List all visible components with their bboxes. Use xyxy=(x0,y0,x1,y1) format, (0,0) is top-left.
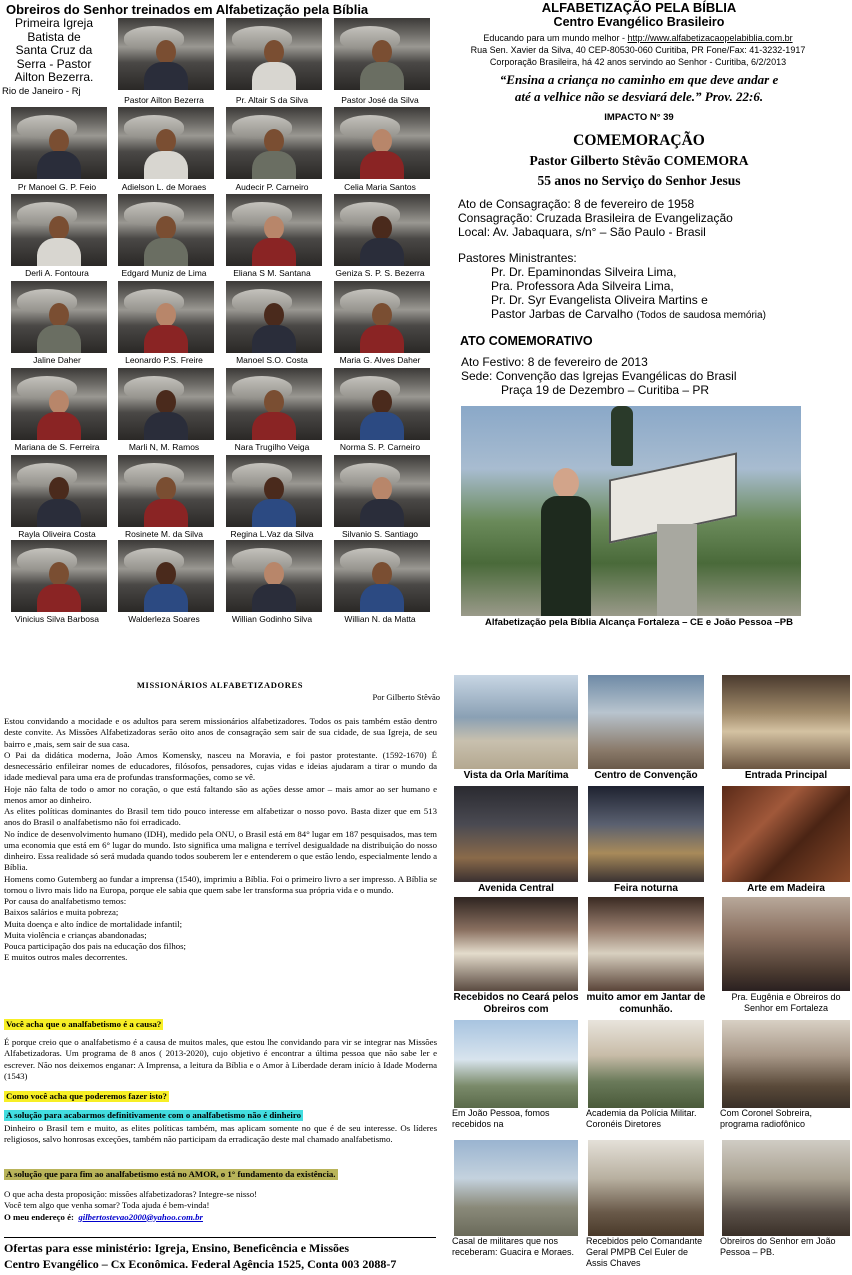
worker-name: Norma S. P. Carneiro xyxy=(339,442,421,452)
worker-name: Marli N, M. Ramos xyxy=(128,442,200,452)
ato-heading: ATO COMEMORATIVO xyxy=(460,334,593,348)
worker-photo xyxy=(118,18,214,90)
comem-line: 55 anos no Serviço do Senhor Jesus xyxy=(537,173,741,188)
ato-info xyxy=(461,355,737,397)
gallery-caption: Pra. Eugênia e Obreiros do Senhor em Fortaleza xyxy=(731,992,841,1013)
worker-name: Jaline Daher xyxy=(33,355,81,365)
worker-photo xyxy=(118,455,214,527)
church-info xyxy=(2,17,106,98)
closing-line: Você tem algo que venha somar? Toda ajuda é bem-vinda! xyxy=(4,1200,210,1211)
church-line: Primeira Igreja xyxy=(14,16,94,30)
worker-name: Manoel S.O. Costa xyxy=(236,355,308,365)
worker-name: Maria G. Alves Daher xyxy=(339,355,421,365)
worker-photo xyxy=(226,540,322,612)
ato-line: Ato Festivo: 8 de fevereiro de 2013 xyxy=(461,355,648,369)
worker-photo xyxy=(118,281,214,353)
workers-title: Obreiros do Senhor treinados em Alfabetização pela Bíblia xyxy=(6,2,369,17)
church-line: Serra - Pastor xyxy=(16,56,92,71)
closing-line: O que acha desta proposição: missões alfabetizadoras? Integre-se nisso! xyxy=(4,1189,258,1199)
worker-photo xyxy=(334,368,430,440)
minister-last xyxy=(458,307,766,323)
highlight-question: A solução que para fim ao analfabetismo está no AMOR, o 1° fundamento da existência. xyxy=(6,1169,336,1179)
question-3 xyxy=(4,1110,437,1121)
worker-name: Eliana S M. Santana xyxy=(233,268,311,278)
cause-item: E muitos outros males decorrentes. xyxy=(4,952,128,963)
comem-title: COMEMORAÇÃO xyxy=(573,132,705,149)
ministers-label: Pastores Ministrantes: xyxy=(458,251,577,265)
worker-name: Willian N. da Matta xyxy=(344,614,416,624)
worker-name: Edgard Muniz de Lima xyxy=(121,268,207,278)
ministers-list xyxy=(458,251,766,323)
gallery-caption: Casal de militares que nos receberam: Guacira e Moraes. xyxy=(452,1236,575,1257)
cause-item: Muita violência e crianças abandonadas; xyxy=(4,929,147,940)
cause-item: Pouca participação dos pais na educação dos filhos; xyxy=(4,941,186,951)
consecration-info xyxy=(458,197,733,239)
worker-name: Mariana de S. Ferreira xyxy=(14,442,100,452)
article-paragraph: Estou convidando a mocidade e os adultos para serem missionários alfabetizadores. Todos os pais também estão dentro deste convite. As Missões Alfabetizadoras serão oito anos de consagração sem sair de sua cidade, de sua Igreja, de seu bairro e ,mais, sem sair de sua casa. xyxy=(4,716,437,749)
article-paragraph: As elites políticas dominantes do Brasil tem tido pouco interesse em alfabetizar o nosso povo. Basta dizer que em 513 anos do Brasil o analfabetismo não foi erradicado. xyxy=(4,806,437,828)
worker-name: Pastor Ailton Bezerra xyxy=(124,95,204,105)
worker-photo xyxy=(11,194,107,266)
minister: Pr. Dr. Syr Evangelista Oliveira Martins e xyxy=(491,293,708,307)
ato-place: Praça 19 de Dezembro – Curitiba – PR xyxy=(501,383,710,397)
gallery-caption: Avenida Central xyxy=(478,883,554,894)
gallery-photo xyxy=(454,1140,578,1236)
offers xyxy=(4,1240,444,1272)
minister: Pastor Jarbas de Carvalho xyxy=(491,307,637,321)
minister: Pra. Professora Ada Silveira Lima, xyxy=(491,279,674,293)
worker-name: Pr Manoel G. P. Feio xyxy=(17,182,97,192)
article-title: MISSIONÁRIOS ALFABETIZADORES xyxy=(136,680,304,690)
gallery-caption: Feira noturna xyxy=(614,883,678,894)
email-link[interactable]: gilbertostevao2000@yahoo.com.br xyxy=(78,1211,203,1222)
worker-photo xyxy=(11,455,107,527)
worker-photo xyxy=(226,368,322,440)
org-contact xyxy=(428,32,848,68)
worker-name: Rosinete M. da Silva xyxy=(125,529,203,539)
gallery-photo xyxy=(722,1020,850,1108)
cause-item: Muita doença e alto índice de mortalidade infantil; xyxy=(4,918,183,929)
consecration-line: Local: Av. Jabaquara, s/n° – São Paulo - Brasil xyxy=(458,225,706,239)
worker-photo xyxy=(334,107,430,179)
worker-photo xyxy=(118,107,214,179)
worker-name: Rayla Oliveira Costa xyxy=(18,529,96,539)
consecration-line: Consagração: Cruzada Brasileira de Evangelização xyxy=(458,211,733,225)
article-byline: Por Gilberto Stêvão xyxy=(372,692,440,702)
church-line: Santa Cruz da xyxy=(15,43,93,57)
answer-3 xyxy=(4,1123,437,1146)
gallery-caption: Centro de Convenção xyxy=(594,770,698,781)
question-4 xyxy=(4,1169,437,1180)
corporation-line: Corporação Brasileira, há 42 anos servindo ao Senhor - Curitiba, 6/2/2013 xyxy=(489,57,787,67)
gallery-caption: Obreiros do Senhor em João Pessoa – PB. xyxy=(720,1236,836,1257)
issue-number: IMPACTO N° 39 xyxy=(604,112,674,123)
gallery-photo xyxy=(454,675,578,769)
article-paragraph: O Pai da didática moderna, João Amos Komensky, nasceu na Moravia, e foi pastor protestante. (1592-1670) É desnecessário enfileirar nomes de educadores, filósofos, pensadores, cujas vidas e ideias ajudaram a tirar o mundo da idade medieval para uma era de profundas transformações, como se vê. xyxy=(4,749,437,783)
question-1 xyxy=(4,1019,437,1030)
cause-item: Baixos salários e muita pobreza; xyxy=(4,907,119,918)
verse-line: “Ensina a criança no caminho em que deve andar e xyxy=(499,72,779,87)
consecration-line: Ato de Consagração: 8 de fevereiro de 1958 xyxy=(458,197,695,211)
commemoration-heading xyxy=(430,131,848,191)
article-paragraph: É porque creio que o analfabetismo é a causa de muitos males, que estou lhe convidando para vir se integrar nas Missões Alfabetizadoras. Um programa de 8 anos ( 2013-2020), cujo objetivo é encontrar a última pessoa que não sabe ler e escrever. Não nos deixemos enganar: A Imprensa, a leitura da Bíblia e o Amor à Liberdade deram início à Idade Moderna (1543) xyxy=(4,1037,437,1081)
motto: Educando para um mundo melhor - xyxy=(483,33,628,43)
highlight-question: A solução para acabarmos definitivamente com o analfabetismo não é dinheiro xyxy=(6,1110,302,1120)
gallery-caption: Academia da Polícia Militar. Coronéis Diretores xyxy=(586,1108,697,1129)
article-paragraph: Homens como Gutemberg ao fundar a imprensa (1540), imprimiu a Bíblia. Foi o primeiro livro a ser impresso. A Bíblia se tornou o livro mais lido na Europa, porque ele sabia que quem sabe ler transforma sua própria vida e o mundo. xyxy=(4,873,437,895)
article-body xyxy=(4,716,437,964)
article-paragraph: Dinheiro o Brasil tem e muito, as elites políticas também, mas aplicam somente no que é de seu interesse. Os líderes religiosos, salvo honrosas exceções, também não participam da erradicação deste mal chamado analfabetismo. xyxy=(4,1123,437,1145)
worker-photo xyxy=(118,194,214,266)
question-2 xyxy=(4,1091,437,1102)
worker-photo xyxy=(334,194,430,266)
offers-line: Ofertas para esse ministério: Igreja, Ensino, Beneficência e Missões xyxy=(4,1241,350,1255)
worker-photo xyxy=(226,18,322,90)
gallery-photo xyxy=(722,786,850,882)
gallery-caption: Recebidos pelo Comandante Geral PMPB Cel Euler de Assis Chaves xyxy=(586,1236,703,1268)
email-line xyxy=(4,1212,437,1223)
gallery-caption: Arte em Madeira xyxy=(747,883,825,894)
worker-photo xyxy=(334,540,430,612)
worker-photo xyxy=(226,281,322,353)
gallery-photo xyxy=(588,675,704,769)
comem-line: Pastor Gilberto Stêvão COMEMORA xyxy=(529,153,749,168)
causes-intro: Por causa do analfabetismo temos: xyxy=(4,896,127,906)
divider xyxy=(4,1237,436,1238)
gallery-caption: Entrada Principal xyxy=(744,770,828,781)
worker-photo xyxy=(334,455,430,527)
gallery-photo xyxy=(454,786,578,882)
worker-name: Audecir P. Carneiro xyxy=(235,182,309,192)
worker-photo xyxy=(334,18,430,90)
worker-photo xyxy=(226,194,322,266)
gallery-caption: Com Coronel Sobreira, programa radiofônico xyxy=(720,1108,813,1129)
commemoration-photo xyxy=(461,406,801,616)
bible-verse xyxy=(430,71,848,105)
worker-name: Regina L.Vaz da Silva xyxy=(230,529,314,539)
worker-name: Nara Trugilho Veiga xyxy=(234,442,310,452)
worker-photo xyxy=(11,368,107,440)
answer-1 xyxy=(4,1037,437,1082)
org-title: ALFABETIZAÇÃO PELA BÍBLIA xyxy=(541,0,737,15)
gallery-photo xyxy=(588,1020,704,1108)
minister-note: (Todos de saudosa memória) xyxy=(636,310,766,321)
gallery-photo xyxy=(722,897,850,991)
worker-name: Pastor José da Silva xyxy=(341,95,419,105)
church-location: Rio de Janeiro - Rj xyxy=(2,85,81,97)
worker-name: Vinicius Silva Barbosa xyxy=(15,614,99,624)
worker-name: Leonardo P.S. Freire xyxy=(125,355,203,365)
gallery-photo xyxy=(588,1140,704,1236)
worker-photo xyxy=(11,540,107,612)
commemoration-photo-caption: Alfabetização pela Bíblia Alcança Fortaleza – CE e João Pessoa –PB xyxy=(485,617,793,628)
worker-photo xyxy=(226,107,322,179)
article-paragraph: Hoje não falta de todo o amor no coração, o que está faltando são as ações desse amor – mais amor ao ser humano e menos amor ao dinheiro. xyxy=(4,783,437,805)
gallery-photo xyxy=(454,1020,578,1108)
verse-line: até a velhice não se desviará dele.” Prov. 22:6. xyxy=(514,89,764,104)
article-paragraph: No índice de desenvolvimento humano (IDH), medido pela ONU, o Brasil está em 84° lugar em 187 pesquisados, mas tem uma economia que está em 6° lugar do mundo. Isto significa uma maligna e terrível desigualdade na distribuição do nosso dinheiro. Essa realidade só será mudada quando todos souberem ler e entenderem o que estão lendo, especialmente lendo a Bíblia. xyxy=(4,828,438,873)
closing xyxy=(4,1189,437,1223)
offers-line: Centro Evangélico – Cx Econômica. Federal Agência 1525, Conta 003 2088-7 xyxy=(4,1257,397,1271)
gallery-caption: muito amor em Jantar de comunhão. xyxy=(586,992,706,1015)
email-label: O meu endereço é: xyxy=(4,1211,74,1222)
worker-photo xyxy=(226,455,322,527)
worker-photo xyxy=(334,281,430,353)
ato-line: Sede: Convenção das Igrejas Evangélicas do Brasil xyxy=(461,369,737,383)
worker-name: Derli A. Fontoura xyxy=(25,268,89,278)
org-subtitle: Centro Evangélico Brasileiro xyxy=(553,15,725,29)
gallery-photo xyxy=(588,786,704,882)
worker-photo xyxy=(118,368,214,440)
church-line: Batista de xyxy=(27,29,81,44)
highlight-question: Você acha que o analfabetismo é a causa? xyxy=(6,1019,162,1029)
gallery-caption: Em João Pessoa, fomos recebidos na xyxy=(452,1108,550,1129)
gallery-photo xyxy=(588,897,704,991)
worker-name: Walderleza Soares xyxy=(128,614,200,624)
worker-photo xyxy=(118,540,214,612)
church-line: Ailton Bezerra. xyxy=(14,70,94,84)
website-link[interactable]: http://www.alfabetizacaopelabiblia.com.br xyxy=(627,33,793,43)
gallery-photo xyxy=(722,675,850,769)
gallery-photo xyxy=(454,897,578,991)
worker-name: Celia Maria Santos xyxy=(344,182,416,192)
minister: Pr. Dr. Epaminondas Silveira Lima, xyxy=(491,265,677,279)
gallery-caption: Recebidos no Ceará pelos Obreiros com xyxy=(453,992,579,1015)
highlight-question: Como você acha que poderemos fazer isto? xyxy=(6,1091,167,1101)
worker-name: Silvanio S. Santiago xyxy=(341,529,419,539)
worker-photo xyxy=(11,281,107,353)
address: Rua Sen. Xavier da Silva, 40 CEP-80530-060 Curitiba, PR Fone/Fax: 41-3232-1917 xyxy=(470,45,806,55)
worker-name: Adielson L. de Moraes xyxy=(121,182,207,192)
monument-stand xyxy=(657,524,697,616)
gallery-caption: Vista da Orla Marítima xyxy=(463,770,569,781)
worker-name: Pr. Altair S da Silva xyxy=(235,95,309,105)
gallery-photo xyxy=(722,1140,850,1236)
pastor-figure xyxy=(541,468,591,616)
worker-name: Willian Godinho Silva xyxy=(231,614,313,624)
worker-photo xyxy=(11,107,107,179)
bottle-monument xyxy=(611,406,633,466)
motto-line xyxy=(428,32,848,44)
worker-name: Geniza S. P. S. Bezerra xyxy=(335,268,425,278)
